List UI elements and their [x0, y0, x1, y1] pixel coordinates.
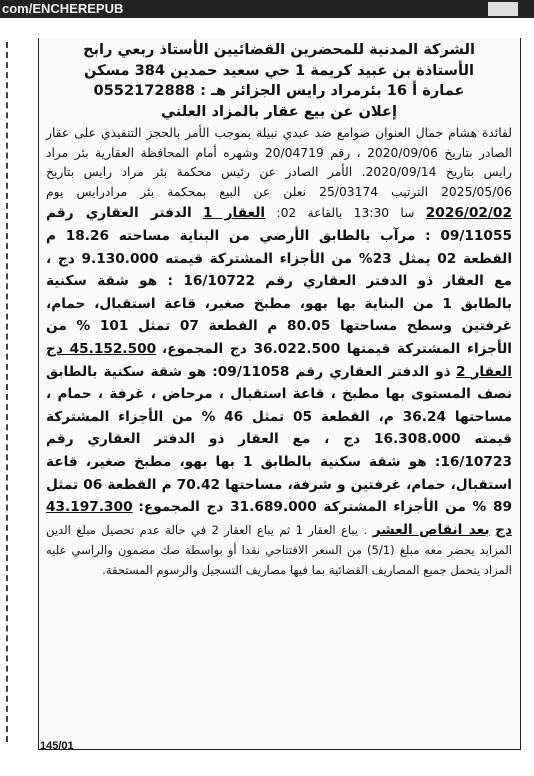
notice-title: إعلان عن بيع عقار بالمزاد العلني: [161, 102, 397, 120]
header-line-3: عمارة أ 16 بئرمراد رايس الجزائر هـ : 0552172888: [93, 82, 465, 99]
banner-box: [488, 2, 518, 16]
header-line-2: الأستاذة بن عبيد كريمة 1 حي سعيد حمدين 384 مسكن: [84, 61, 474, 79]
top-banner: [0, 0, 534, 18]
lot-2-description: ذو الدفتر العقاري رقم 09/11058: هو شقة سكنية بالطابق نصف المستوى بها مطبخ ، قاعة استقبال ، مرحاض ، غرفة ، حمام ، مساحتها 36.24 م، القطعة 05 تمثل 46 % من الأجزاء المشتركة قيمته 16.308.000 دج ، مع العقار ذو الدفتر العقاري رقم 16/10723: هو شقة سكنية بالطابق 1 بها بهو، مطبخ صغير، قاعة استقبال، حمام، غرفتين و شرفة، مساحتها 70.42 م القطعة 06 تمثل 89 % من الأجزاء المشتركة 31.689.000 دج المجموع:: [46, 363, 513, 516]
sale-conditions: . يباع العقار 1 ثم يباع العقار 2 في حالة عدم تحصيل مبلغ الدين المزايد يحضر معه مبلغ (5/1) من السعر الافتتاحي نقدا أو بواسطة صك مضمون والراسي عليه المزاد يتحمل جميع المصاريف القضائية بما فيها مصاريف التسجيل والرسوم المستحقة.: [46, 522, 512, 577]
sale-time: سا 13:30 بالقاعة 02:: [276, 206, 415, 221]
sale-date: 2026/02/02: [425, 205, 512, 222]
header-line-1: الشركة المدنية للمحضرين القضائيين الأستاذ ربعي رابح: [83, 41, 475, 58]
notice-content: [46, 40, 512, 580]
lot-2-total: 43.197.300 دج: [46, 499, 513, 538]
lot-1-description: الدفتر العقاري رقم 09/11055 : مرآب بالطابق الأرضي من البناية مساحته 18.26 م القطعة 02 يمثل 23% من الأجزاء المشتركة قيمته 9.130.000 دج ، مع العقار ذو الدفتر العقاري رقم 16/10722 : هو شقة سكنية بالطابق 1 من البناية بها بهو، مطبخ صغير، قاعة استقبال، حمام، غرفتين وسطح مساحتها 80.05 م القطعة 07 تمثل 101 % من الأجزاء المشتركة قيمتها 36.022.500 دج المجموع،: [46, 205, 513, 357]
intro-paragraph: لفائدة هشام جمال العنوان صوامع ضد عبدي نبيلة بموجب الأمر بالحجز التنفيذي على عقار الصادر بتاريخ 2020/09/06 ، رقم 20/04719 وشهره أمام المحافظة العقارية بئر مراد رايس بتاريخ 2020/09/14. الأمر الصادر عن رئيس محكمة بئر مراد رايس بتاريخ 2025/05/06 الترتيب 25/03174 نعلن عن البيع بمحكمة بئر مرادرايس يوم: [46, 126, 513, 199]
frame-bottom-rule: [39, 749, 520, 750]
notice-body: [46, 124, 512, 580]
notice-header: [46, 40, 512, 122]
lot-2-label: العقار 2: [455, 363, 512, 380]
left-column-edge: [0, 42, 8, 742]
source-label: com/ENCHEREPUB: [2, 1, 124, 16]
lot-1-total: 45.152.500 دج: [46, 340, 157, 357]
price-reduction-note: بعد انقاص العشر: [372, 521, 490, 538]
lot-1-label: العقار 1: [202, 205, 266, 222]
reference-number: 145/01: [40, 740, 74, 752]
